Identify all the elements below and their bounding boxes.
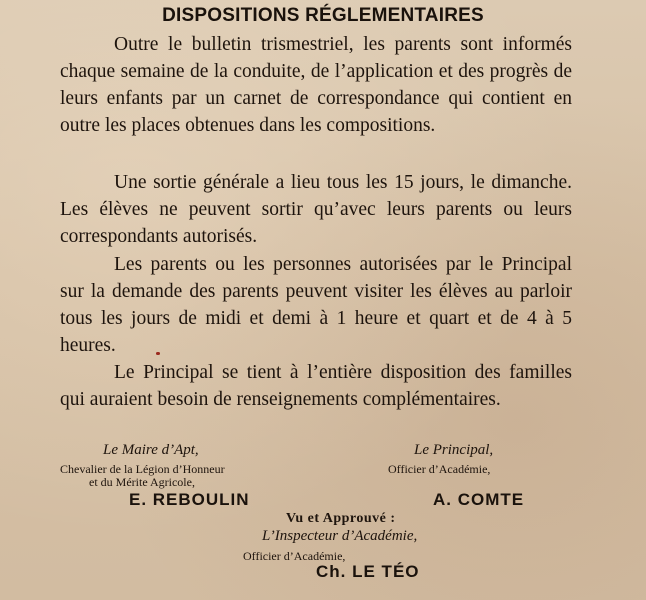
paragraph-text: Les parents ou les personnes autorisées par le Principal sur la demande des parents peuvent visiter les élèves au parloir tous les jours de midi et demi à 1 heure et quart et de 4 à 5 heures. [60, 254, 572, 356]
signature-right-sub1: Officier d’Académie, [388, 462, 491, 476]
ink-speck [156, 352, 160, 355]
signature-left-sub1: Chevalier de la Légion d’Honneur [60, 462, 225, 476]
approval-name: Ch. LE TÉO [316, 562, 420, 581]
approval-role: L’Inspecteur d’Académie, [262, 528, 418, 544]
paragraph-bulletin [60, 31, 572, 139]
signature-left-name: E. REBOULIN [129, 490, 250, 509]
paragraph-parloir [60, 251, 572, 359]
paragraph-text: Le Principal se tient à l’entière disposition des familles qui auraient besoin de renseignements complémentaires. [60, 362, 572, 410]
approval-heading: Vu et Approuvé : [286, 511, 396, 526]
signature-right-role: Le Principal, [414, 442, 494, 458]
signature-left-sub2: et du Mérite Agricole, [89, 475, 195, 489]
signature-left-role: Le Maire d’Apt, [103, 442, 199, 458]
approval-sub1: Officier d’Académie, [243, 549, 346, 563]
paragraph-principal [60, 359, 572, 413]
paragraph-sortie [60, 169, 572, 250]
paragraph-text: Outre le bulletin trismestriel, les parents sont informés chaque semaine de la conduite, de l’application et des progrès de leurs enfants par un carnet de correspondance qui contient en outre les places obtenues dans les compositions. [60, 34, 572, 136]
signature-right-name: A. COMTE [433, 490, 525, 509]
paragraph-text: Une sortie générale a lieu tous les 15 jours, le dimanche. Les élèves ne peuvent sortir qu’avec leurs parents ou leurs correspondants autorisés. [60, 172, 572, 247]
document-title: DISPOSITIONS RÉGLEMENTAIRES [162, 5, 484, 26]
